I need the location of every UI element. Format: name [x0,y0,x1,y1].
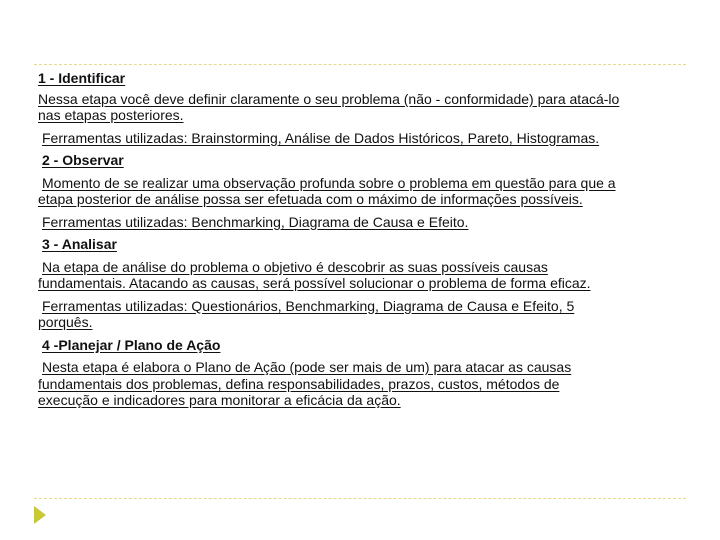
triangle-arrow-icon [34,506,46,524]
slide-content [38,70,706,409]
section-4-line-3: execução e indicadores para monitorar a eficácia da ação. [38,392,401,408]
section-1-line-1: Nessa etapa você deve definir claramente o seu problema (não - conformidade) para atacá-lo [38,90,620,107]
section-4-line-1: Nesta etapa é elabora o Plano de Ação (pode ser mais de um) para atacar as causas [42,359,572,375]
section-3-tools-line-1: Ferramentas utilizadas: Questionários, Benchmarking, Diagrama de Causa e Efeito, 5 [42,297,575,314]
section-2-heading: 2 - Observar [42,152,124,168]
section-4-heading: 4 -Planejar / Plano de Ação [42,336,221,353]
section-4-line-2: fundamentais dos problemas, defina responsabilidades, prazos, custos, métodos de [38,375,560,392]
section-3-tools-line-2: porquês. [38,314,93,330]
section-3-heading: 3 - Analisar [42,236,117,252]
section-3-line-1: Na etapa de análise do problema o objetivo é descobrir as suas possíveis causas [42,258,548,275]
section-2-line-2: etapa posterior de análise possa ser efetuada com o máximo de informações possíveis. [38,191,583,207]
top-divider [34,64,686,65]
section-1-line-2: nas etapas posteriores. [38,107,184,123]
section-2-line-1: Momento de se realizar uma observação profunda sobre o problema em questão para que a [42,174,616,191]
section-2-tools: Ferramentas utilizadas: Benchmarking, Diagrama de Causa e Efeito. [42,213,469,230]
bottom-divider [34,498,686,499]
section-1-tools: Ferramentas utilizadas: Brainstorming, Análise de Dados Históricos, Pareto, Histogramas. [42,129,600,146]
section-3-line-2: fundamentais. Atacando as causas, será possível solucionar o problema de forma eficaz. [38,275,591,291]
section-1-heading: 1 - Identificar [38,70,126,86]
